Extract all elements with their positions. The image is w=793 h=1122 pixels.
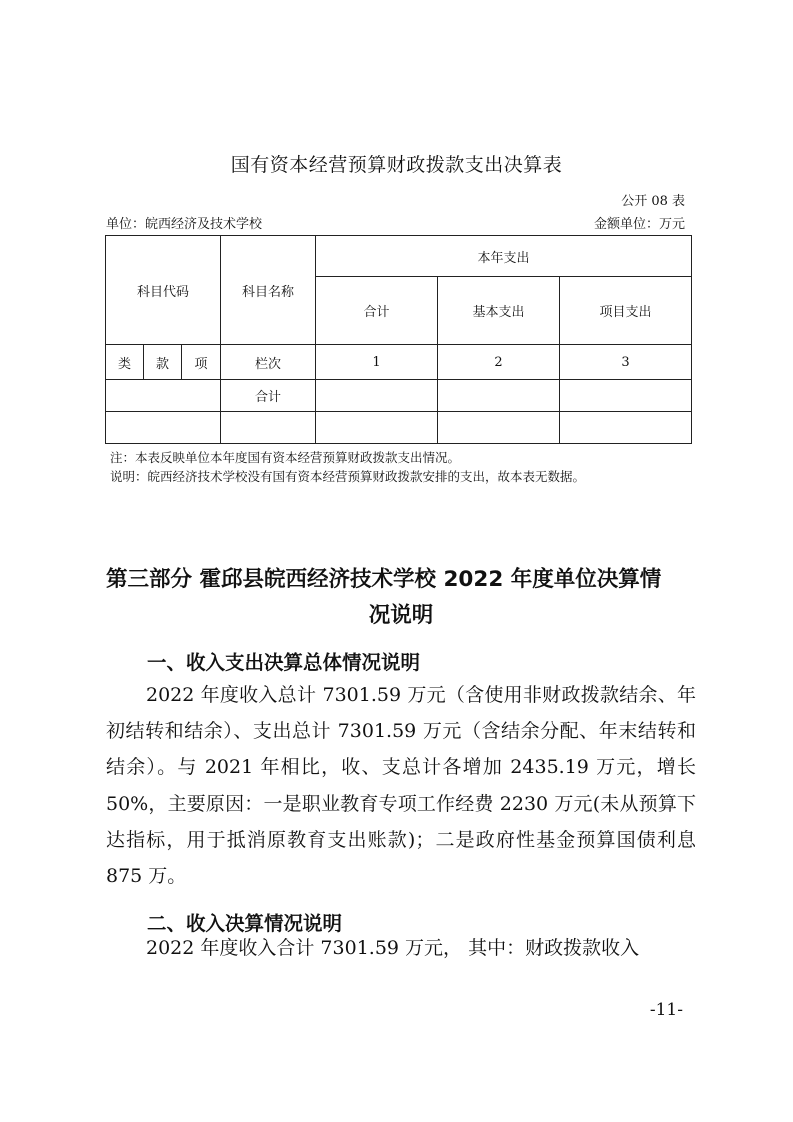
total-row-label: 合计 bbox=[221, 380, 316, 412]
table-row bbox=[106, 345, 692, 380]
form-number: 公开 08 表 bbox=[621, 194, 685, 209]
table-cell bbox=[316, 412, 438, 444]
header-basic-expenditure: 基本支出 bbox=[438, 277, 560, 345]
expenditure-table bbox=[105, 235, 692, 444]
table-row bbox=[106, 412, 692, 444]
table-row bbox=[106, 380, 692, 412]
table-cell bbox=[438, 380, 560, 412]
paragraph-income-overview: 2022 年度收入合计 7301.59 万元， 其中：财政拨款收入 bbox=[146, 937, 640, 960]
sub-header-kuan: 款 bbox=[144, 345, 182, 380]
amount-unit-label: 金额单位：万元 bbox=[593, 217, 685, 232]
header-project-expenditure: 项目支出 bbox=[560, 277, 692, 345]
column-index-1: 1 bbox=[316, 345, 438, 380]
section-title-line-2: 况说明 bbox=[368, 603, 434, 628]
table-explanation: 说明：皖西经济技术学校没有国有资本经营预算财政拨款安排的支出，故本表无数据。 bbox=[110, 469, 586, 484]
organization-label: 单位：皖西经济及技术学校 bbox=[106, 217, 263, 232]
sub-header-lei: 类 bbox=[106, 345, 144, 380]
sub-header-xiang: 项 bbox=[182, 345, 221, 380]
subsection-heading-1: 一、收入支出决算总体情况说明 bbox=[147, 651, 421, 674]
table-cell bbox=[438, 412, 560, 444]
column-index-3: 3 bbox=[560, 345, 692, 380]
header-current-year-expenditure: 本年支出 bbox=[316, 236, 692, 277]
header-total: 合计 bbox=[316, 277, 438, 345]
table-title: 国有资本经营预算财政拨款支出决算表 bbox=[230, 154, 563, 176]
column-index-2: 2 bbox=[438, 345, 560, 380]
table-cell bbox=[316, 380, 438, 412]
table-note: 注：本表反映单位本年度国有资本经营预算财政拨款支出情况。 bbox=[110, 450, 461, 465]
table-cell bbox=[560, 380, 692, 412]
column-index-label: 栏次 bbox=[221, 345, 316, 380]
section-title-line-1: 第三部分 霍邱县皖西经济技术学校 2022 年度单位决算情 bbox=[106, 567, 662, 592]
table-cell bbox=[560, 412, 692, 444]
paragraph-income-expenditure-overview: 2022 年度收入总计 7301.59 万元（含使用非财政拨款结余、年初结转和结余）、支出总计 7301.59 万元（含结余分配、年末结转和结余）。与 2021 年相比，收、支总计各增加 2435.19 万元，增长 50%，主要原因：一是职业教育专项工作经费 2230 万元(未从预算下达指标，用于抵消原教育支出账款)；二是政府性基金预算国债利息 875 万。 bbox=[106, 684, 696, 888]
page-number: -11- bbox=[649, 1000, 683, 1020]
table-cell bbox=[221, 412, 316, 444]
header-subject-code: 科目代码 bbox=[106, 236, 221, 345]
table-cell bbox=[106, 380, 221, 412]
table-cell bbox=[106, 412, 221, 444]
header-subject-name: 科目名称 bbox=[221, 236, 316, 345]
subsection-heading-2: 二、收入决算情况说明 bbox=[147, 912, 343, 935]
section-title bbox=[106, 562, 696, 634]
